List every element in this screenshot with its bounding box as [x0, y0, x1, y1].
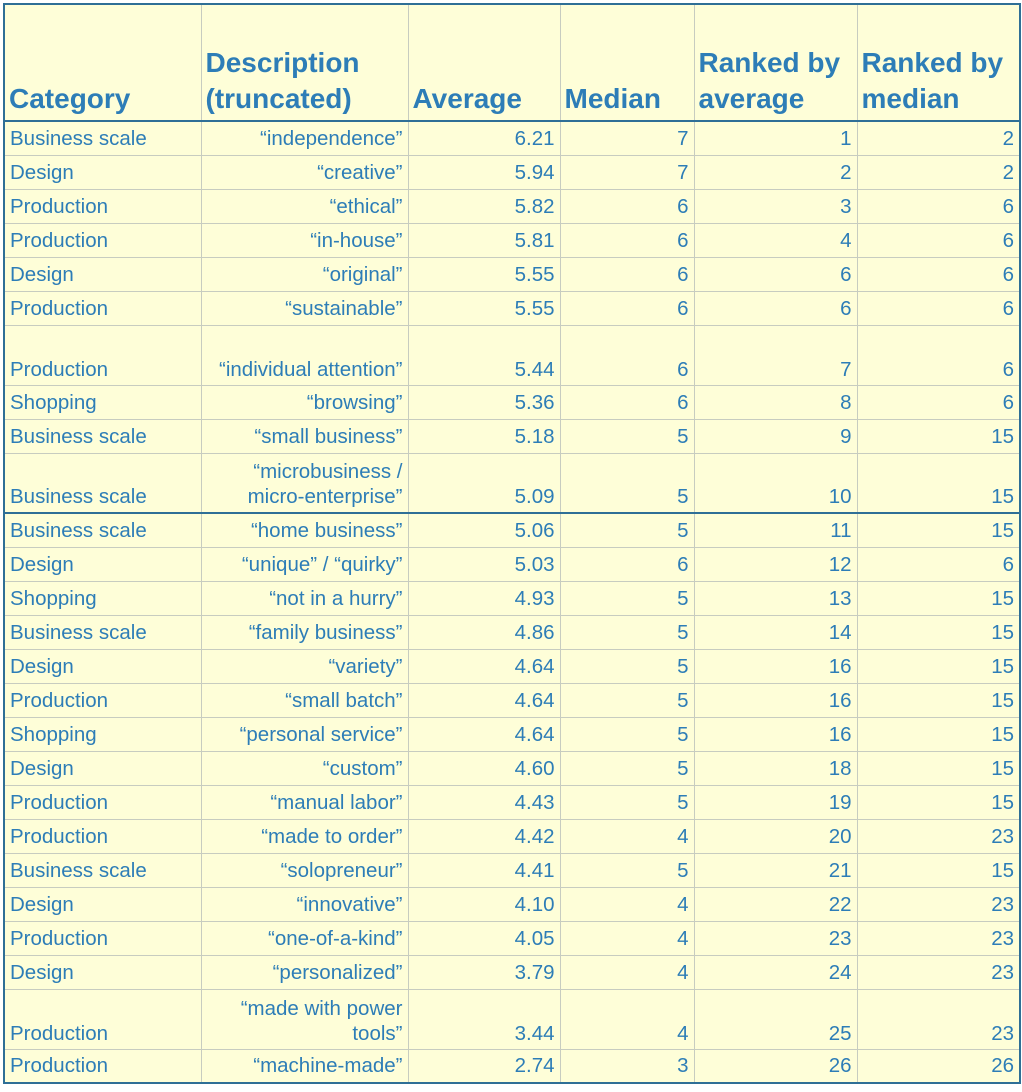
cell-description: “not in a hurry” [201, 581, 408, 615]
cell-average: 5.44 [408, 325, 560, 385]
cell-rank-median: 26 [857, 1049, 1020, 1083]
cell-rank-average: 6 [694, 291, 857, 325]
cell-category: Design [4, 751, 201, 785]
cell-description: “ethical” [201, 189, 408, 223]
cell-description: “original” [201, 257, 408, 291]
cell-rank-median: 15 [857, 453, 1020, 513]
cell-category: Business scale [4, 513, 201, 547]
cell-average: 4.64 [408, 717, 560, 751]
table-row [4, 921, 1020, 955]
cell-rank-average: 7 [694, 325, 857, 385]
cell-median: 5 [560, 453, 694, 513]
table-row [4, 513, 1020, 547]
cell-category: Business scale [4, 615, 201, 649]
cell-median: 6 [560, 385, 694, 419]
cell-median: 5 [560, 581, 694, 615]
cell-median: 4 [560, 887, 694, 921]
cell-description: “home business” [201, 513, 408, 547]
cell-average: 6.21 [408, 121, 560, 155]
cell-description: “unique” / “quirky” [201, 547, 408, 581]
cell-median: 7 [560, 155, 694, 189]
header-row [4, 4, 1020, 121]
cell-average: 5.55 [408, 257, 560, 291]
cell-rank-average: 8 [694, 385, 857, 419]
cell-description: “family business” [201, 615, 408, 649]
cell-rank-median: 6 [857, 385, 1020, 419]
cell-rank-median: 15 [857, 717, 1020, 751]
cell-average: 5.18 [408, 419, 560, 453]
cell-rank-median: 15 [857, 419, 1020, 453]
cell-rank-average: 11 [694, 513, 857, 547]
header-average: Average [408, 4, 560, 121]
cell-category: Production [4, 189, 201, 223]
cell-rank-median: 2 [857, 121, 1020, 155]
cell-median: 4 [560, 819, 694, 853]
cell-rank-average: 10 [694, 453, 857, 513]
cell-rank-median: 15 [857, 853, 1020, 887]
cell-description: “individual attention” [201, 325, 408, 385]
cell-rank-median: 15 [857, 751, 1020, 785]
cell-category: Design [4, 155, 201, 189]
table-row [4, 853, 1020, 887]
cell-average: 4.86 [408, 615, 560, 649]
cell-rank-average: 25 [694, 989, 857, 1049]
table-row [4, 717, 1020, 751]
cell-category: Design [4, 547, 201, 581]
cell-average: 5.94 [408, 155, 560, 189]
cell-median: 5 [560, 751, 694, 785]
cell-median: 5 [560, 615, 694, 649]
cell-rank-average: 12 [694, 547, 857, 581]
cell-median: 5 [560, 683, 694, 717]
cell-rank-median: 6 [857, 257, 1020, 291]
cell-median: 5 [560, 649, 694, 683]
cell-category: Shopping [4, 385, 201, 419]
cell-rank-average: 19 [694, 785, 857, 819]
header-description: Description (truncated) [201, 4, 408, 121]
cell-category: Shopping [4, 581, 201, 615]
cell-category: Production [4, 223, 201, 257]
cell-category: Production [4, 1049, 201, 1083]
table-row [4, 453, 1020, 513]
cell-rank-average: 16 [694, 717, 857, 751]
cell-median: 3 [560, 1049, 694, 1083]
cell-description: “independence” [201, 121, 408, 155]
cell-rank-average: 1 [694, 121, 857, 155]
header-median: Median [560, 4, 694, 121]
cell-median: 5 [560, 419, 694, 453]
cell-category: Business scale [4, 419, 201, 453]
cell-rank-median: 15 [857, 581, 1020, 615]
table-row [4, 385, 1020, 419]
cell-rank-average: 16 [694, 683, 857, 717]
cell-average: 5.03 [408, 547, 560, 581]
table-row [4, 615, 1020, 649]
cell-rank-median: 15 [857, 615, 1020, 649]
cell-rank-median: 23 [857, 921, 1020, 955]
cell-description: “variety” [201, 649, 408, 683]
cell-average: 4.05 [408, 921, 560, 955]
cell-rank-median: 23 [857, 989, 1020, 1049]
table-row [4, 257, 1020, 291]
cell-description: “made to order” [201, 819, 408, 853]
table-row [4, 547, 1020, 581]
cell-average: 4.64 [408, 649, 560, 683]
cell-rank-median: 23 [857, 887, 1020, 921]
cell-rank-average: 22 [694, 887, 857, 921]
cell-category: Design [4, 955, 201, 989]
cell-description: “solopreneur” [201, 853, 408, 887]
cell-average: 4.41 [408, 853, 560, 887]
cell-median: 4 [560, 989, 694, 1049]
cell-average: 5.55 [408, 291, 560, 325]
cell-rank-median: 6 [857, 189, 1020, 223]
cell-median: 7 [560, 121, 694, 155]
cell-category: Production [4, 921, 201, 955]
header-category: Category [4, 4, 201, 121]
table-row [4, 955, 1020, 989]
cell-category: Shopping [4, 717, 201, 751]
cell-rank-median: 6 [857, 325, 1020, 385]
cell-average: 5.06 [408, 513, 560, 547]
cell-median: 6 [560, 257, 694, 291]
cell-median: 6 [560, 189, 694, 223]
cell-description: “creative” [201, 155, 408, 189]
table-row [4, 189, 1020, 223]
cell-category: Production [4, 683, 201, 717]
cell-description: “manual labor” [201, 785, 408, 819]
cell-description: “browsing” [201, 385, 408, 419]
cell-rank-median: 6 [857, 547, 1020, 581]
cell-rank-median: 6 [857, 223, 1020, 257]
table-row [4, 1049, 1020, 1083]
cell-rank-median: 15 [857, 649, 1020, 683]
cell-category: Design [4, 649, 201, 683]
cell-average: 5.82 [408, 189, 560, 223]
cell-rank-average: 23 [694, 921, 857, 955]
cell-category: Production [4, 325, 201, 385]
cell-description: “personalized” [201, 955, 408, 989]
cell-rank-average: 3 [694, 189, 857, 223]
cell-median: 6 [560, 223, 694, 257]
cell-category: Production [4, 291, 201, 325]
cell-rank-average: 18 [694, 751, 857, 785]
cell-category: Production [4, 989, 201, 1049]
cell-average: 2.74 [408, 1049, 560, 1083]
cell-description: “small batch” [201, 683, 408, 717]
table-row [4, 649, 1020, 683]
table-row [4, 155, 1020, 189]
cell-rank-median: 23 [857, 955, 1020, 989]
table-row [4, 419, 1020, 453]
cell-rank-average: 26 [694, 1049, 857, 1083]
cell-median: 5 [560, 785, 694, 819]
cell-rank-average: 6 [694, 257, 857, 291]
cell-median: 6 [560, 291, 694, 325]
cell-rank-average: 20 [694, 819, 857, 853]
table-row [4, 887, 1020, 921]
cell-rank-average: 2 [694, 155, 857, 189]
table-row [4, 291, 1020, 325]
cell-category: Business scale [4, 853, 201, 887]
table-row [4, 223, 1020, 257]
cell-category: Production [4, 785, 201, 819]
cell-category: Production [4, 819, 201, 853]
cell-median: 4 [560, 921, 694, 955]
cell-rank-average: 13 [694, 581, 857, 615]
cell-average: 5.81 [408, 223, 560, 257]
cell-average: 5.36 [408, 385, 560, 419]
cell-rank-average: 24 [694, 955, 857, 989]
cell-description: “innovative” [201, 887, 408, 921]
cell-average: 4.43 [408, 785, 560, 819]
cell-median: 4 [560, 955, 694, 989]
cell-median: 5 [560, 717, 694, 751]
cell-median: 5 [560, 513, 694, 547]
cell-description: “made with power tools” [201, 989, 408, 1049]
cell-description: “one-of-a-kind” [201, 921, 408, 955]
cell-description: “machine-made” [201, 1049, 408, 1083]
header-rank-average: Ranked by average [694, 4, 857, 121]
cell-description: “small business” [201, 419, 408, 453]
cell-rank-median: 6 [857, 291, 1020, 325]
cell-description: “sustainable” [201, 291, 408, 325]
table-row [4, 819, 1020, 853]
cell-average: 4.93 [408, 581, 560, 615]
cell-median: 5 [560, 853, 694, 887]
cell-description: “custom” [201, 751, 408, 785]
header-rank-median: Ranked by median [857, 4, 1020, 121]
cell-average: 4.64 [408, 683, 560, 717]
cell-average: 3.44 [408, 989, 560, 1049]
table-row [4, 683, 1020, 717]
cell-rank-average: 21 [694, 853, 857, 887]
table-row [4, 989, 1020, 1049]
cell-rank-average: 9 [694, 419, 857, 453]
table-wrapper [3, 3, 1021, 1084]
table-row [4, 751, 1020, 785]
ranking-table [3, 3, 1021, 1084]
cell-rank-median: 15 [857, 513, 1020, 547]
cell-category: Design [4, 257, 201, 291]
cell-description: “in-house” [201, 223, 408, 257]
cell-rank-average: 16 [694, 649, 857, 683]
cell-rank-average: 4 [694, 223, 857, 257]
cell-median: 6 [560, 547, 694, 581]
cell-category: Business scale [4, 453, 201, 513]
table-row [4, 121, 1020, 155]
table-row [4, 325, 1020, 385]
cell-average: 4.60 [408, 751, 560, 785]
cell-category: Design [4, 887, 201, 921]
cell-rank-median: 15 [857, 785, 1020, 819]
cell-rank-median: 23 [857, 819, 1020, 853]
cell-rank-median: 2 [857, 155, 1020, 189]
table-row [4, 785, 1020, 819]
cell-median: 6 [560, 325, 694, 385]
cell-average: 3.79 [408, 955, 560, 989]
cell-average: 4.10 [408, 887, 560, 921]
cell-rank-median: 15 [857, 683, 1020, 717]
cell-average: 4.42 [408, 819, 560, 853]
cell-average: 5.09 [408, 453, 560, 513]
cell-rank-average: 14 [694, 615, 857, 649]
cell-description: “microbusiness / micro-enterprise” [201, 453, 408, 513]
cell-description: “personal service” [201, 717, 408, 751]
cell-category: Business scale [4, 121, 201, 155]
table-row [4, 581, 1020, 615]
